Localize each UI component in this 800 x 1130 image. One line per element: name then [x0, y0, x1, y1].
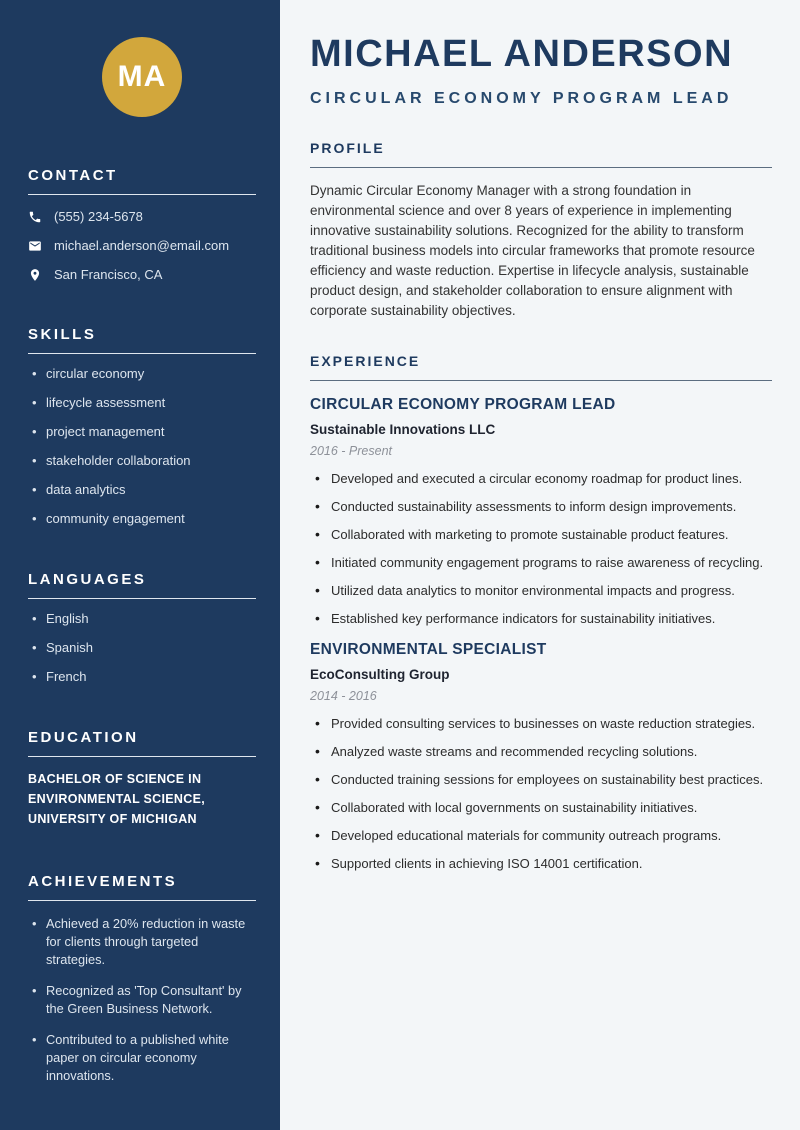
job-bullet: • Developed and executed a circular economy roadmap for product lines. — [310, 471, 772, 487]
avatar — [102, 37, 182, 117]
job-bullet: • Provided consulting services to businesses on waste reduction strategies. — [310, 716, 772, 732]
contact-phone-row — [28, 209, 256, 224]
location-pin-icon — [28, 268, 42, 282]
experience-job-1 — [310, 396, 772, 627]
phone-icon — [28, 210, 42, 224]
skill-item: • lifecycle assessment — [28, 395, 256, 411]
skill-item: • data analytics — [28, 482, 256, 498]
job-dates: 2016 - Present — [310, 444, 392, 458]
job-bullet: • Conducted sustainability assessments to inform design improvements. — [310, 499, 772, 515]
job-bullet-list — [310, 471, 772, 627]
contact-section — [28, 167, 256, 282]
sidebar — [0, 0, 280, 1130]
education-section-title: EDUCATION — [28, 729, 256, 757]
achievements-section — [28, 873, 256, 1085]
email-icon — [28, 239, 42, 253]
job-role: CIRCULAR ECONOMY PROGRAM LEAD — [310, 396, 616, 413]
skill-item: • project management — [28, 424, 256, 440]
languages-list — [28, 611, 256, 685]
job-bullet: • Analyzed waste streams and recommended recycling solutions. — [310, 744, 772, 760]
language-item: • Spanish — [28, 640, 256, 656]
skills-section — [28, 326, 256, 527]
person-job-title: CIRCULAR ECONOMY PROGRAM LEAD — [310, 90, 733, 107]
skill-item: • stakeholder collaboration — [28, 453, 256, 469]
contact-email-value: michael.anderson@email.com — [54, 238, 230, 253]
job-company: Sustainable Innovations LLC — [310, 422, 496, 437]
skill-item: • community engagement — [28, 511, 256, 527]
skills-list — [28, 366, 256, 527]
main-content — [280, 0, 800, 1130]
contact-email-row — [28, 238, 256, 253]
achievement-item: • Achieved a 20% reduction in waste for clients through targeted strategies. — [28, 915, 256, 969]
profile-section-title: PROFILE — [310, 140, 772, 168]
languages-section — [28, 571, 256, 685]
achievement-item: • Contributed to a published white paper on circular economy innovations. — [28, 1031, 256, 1085]
job-bullet: • Supported clients in achieving ISO 14001 certification. — [310, 856, 772, 872]
person-name: MICHAEL ANDERSON — [310, 33, 734, 75]
achievements-list — [28, 915, 256, 1085]
job-bullet: • Collaborated with local governments on sustainability initiatives. — [310, 800, 772, 816]
achievements-section-title: ACHIEVEMENTS — [28, 873, 256, 901]
job-bullet: • Initiated community engagement programs to raise awareness of recycling. — [310, 555, 772, 571]
avatar-initials: MA — [117, 60, 167, 93]
job-bullet: • Developed educational materials for community outreach programs. — [310, 828, 772, 844]
profile-summary: Dynamic Circular Economy Manager with a strong foundation in environmental science and over 8 years of experience in implementing innovative sustainability solutions. Recognized for the ability to transform traditional business models into circular frameworks that promote resource efficiency and waste reduction. Expertise in lifecycle analysis, sustainable product design, and stakeholder collaboration to ensure alignment with corporate sustainability objectives. — [310, 183, 755, 318]
experience-job-2 — [310, 641, 772, 872]
contact-phone-value: (555) 234-5678 — [54, 209, 143, 224]
language-item: • English — [28, 611, 256, 627]
language-item: • French — [28, 669, 256, 685]
skill-item: • circular economy — [28, 366, 256, 382]
contact-location-row — [28, 267, 256, 282]
languages-section-title: LANGUAGES — [28, 571, 256, 599]
job-dates: 2014 - 2016 — [310, 689, 377, 703]
achievement-item: • Recognized as 'Top Consultant' by the Green Business Network. — [28, 982, 256, 1018]
education-degree: BACHELOR OF SCIENCE IN ENVIRONMENTAL SCIENCE, UNIVERSITY OF MICHIGAN — [28, 772, 205, 826]
contact-location-value: San Francisco, CA — [54, 267, 163, 282]
job-bullet: • Utilized data analytics to monitor environmental impacts and progress. — [310, 583, 772, 599]
job-bullet: • Established key performance indicators for sustainability initiatives. — [310, 611, 772, 627]
contact-section-title: CONTACT — [28, 167, 256, 195]
job-role: ENVIRONMENTAL SPECIALIST — [310, 641, 547, 658]
job-bullet: • Conducted training sessions for employees on sustainability best practices. — [310, 772, 772, 788]
avatar-container — [28, 37, 256, 117]
education-section — [28, 729, 256, 829]
job-company: EcoConsulting Group — [310, 667, 450, 682]
job-bullet-list — [310, 716, 772, 872]
skills-section-title: SKILLS — [28, 326, 256, 354]
experience-section-title: EXPERIENCE — [310, 353, 772, 381]
job-bullet: • Collaborated with marketing to promote sustainable product features. — [310, 527, 772, 543]
